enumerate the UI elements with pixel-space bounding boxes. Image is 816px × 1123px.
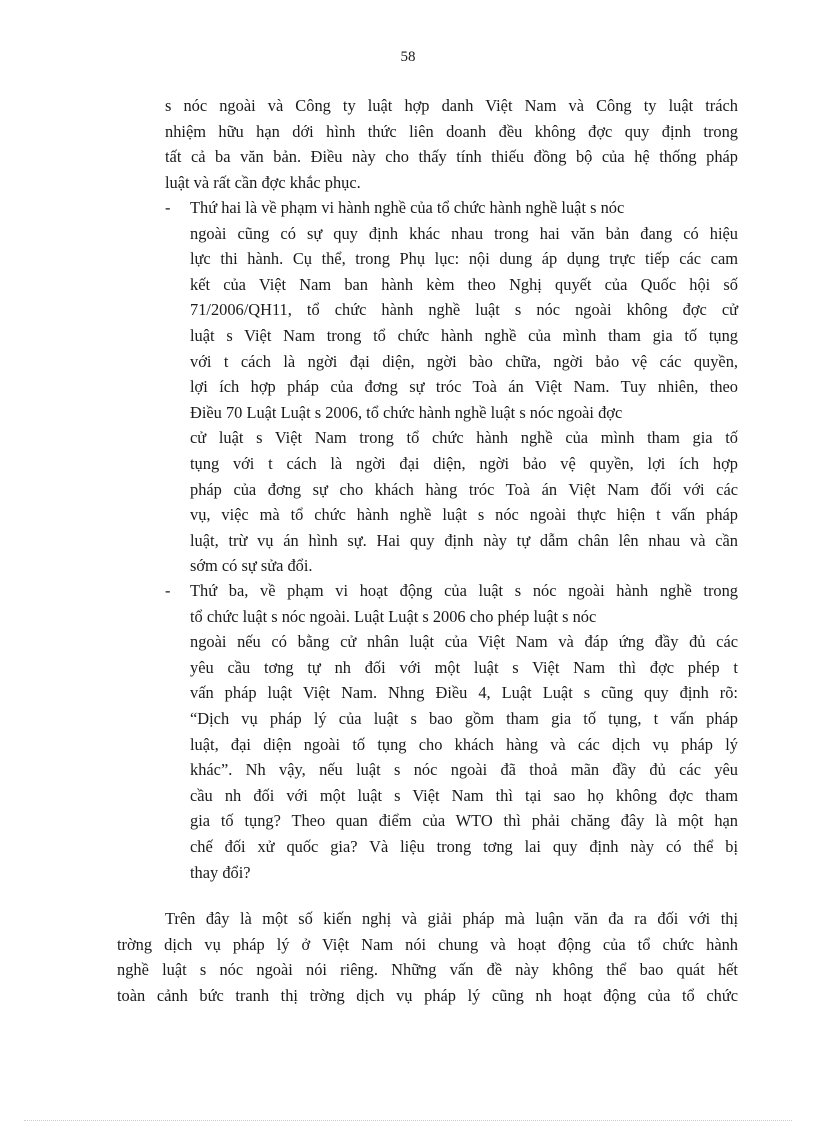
text-line: nghề luật s nóc ngoài nói riêng. Những vấn đề này không thể bao quát hết: [117, 960, 738, 980]
text-line: tụng với t cách là ngời đại diện, ngời bảo vệ quyền, lợi ích hợp: [190, 453, 738, 473]
text-line: vụ, việc mà tổ chức hành nghề luật s nóc ngoài thực hiện t vấn pháp: [190, 505, 738, 525]
text-line: yêu cầu tơng tự nh đối với một luật s Việt Nam thì đợc phép t: [190, 657, 738, 677]
text-line: luật, trừ vụ án hình sự. Hai quy định này tự dẫm chân lên nhau và cần: [190, 530, 738, 550]
page-number: 58: [400, 49, 416, 65]
text-line: khác”. Nh vậy, nếu luật s nóc ngoài đã thoả mãn đầy đủ các yêu: [190, 760, 738, 780]
text-line: lợi ích hợp pháp của đơng sự tróc Toà án Việt Nam. Tuy nhiên, theo: [190, 377, 738, 397]
text-line: Trên đây là một số kiến nghị và giải pháp mà luận văn đa ra đối với thị: [165, 909, 738, 928]
dash-bullet: -: [165, 198, 171, 217]
intro-paragraph: [165, 93, 738, 195]
text-line: Điều 70 Luật Luật s 2006, tổ chức hành nghề luật s nóc ngoài đợc: [190, 402, 623, 422]
text-line: luật và rất cần đợc khắc phục.: [165, 172, 361, 192]
dash-bullet: -: [165, 581, 171, 600]
text-line: vấn pháp luật Việt Nam. Nhng Điều 4, Luật Luật s cũng quy định rõ:: [190, 683, 738, 703]
text-line: sớm có sự sửa đổi.: [190, 556, 313, 576]
text-line: trờng dịch vụ pháp lý ở Việt Nam nói chung và hoạt động của tổ chức hành: [117, 934, 738, 954]
text-line: gia tố tụng? Theo quan điểm của WTO thì phải chăng đây là một hạn: [190, 811, 738, 831]
text-line: cử luật s Việt Nam trong tổ chức hành nghề của mình tham gia tố: [190, 428, 738, 448]
text-line: thay đổi?: [190, 862, 251, 882]
text-line: tổ chức luật s nóc ngoài. Luật Luật s 2006 cho phép luật s nóc: [190, 606, 597, 626]
conclusion-paragraph: [117, 906, 738, 1008]
text-line: cầu nh đối với một luật s Việt Nam thì tại sao họ không đợc tham: [190, 785, 738, 805]
text-line: lực thi hành. Cụ thể, trong Phụ lục: nội dung áp dụng trực tiếp các cam: [190, 249, 738, 269]
text-line: Thứ ba, về phạm vi hoạt động của luật s nóc ngoài hành nghề trong: [190, 581, 738, 600]
text-line: luật s Việt Nam trong tổ chức hành nghề của mình tham gia tố tụng: [190, 325, 738, 345]
text-line: chế đối xử quốc gia? Và liệu trong tơng lai quy định này có thể bị: [190, 836, 738, 856]
bullet-body: [190, 195, 738, 579]
text-line: 71/2006/QH11, tổ chức hành nghề luật s nóc ngoài không đợc cử: [190, 300, 738, 320]
text-line: pháp của đơng sự cho khách hàng tróc Toà án Việt Nam đối với các: [190, 479, 738, 499]
text-line: s nóc ngoài và Công ty luật hợp danh Việt Nam và Công ty luật trách: [165, 96, 738, 115]
text-line: “Dịch vụ pháp lý của luật s bao gồm tham gia tố tụng, t vấn pháp: [190, 708, 738, 728]
bullet-body: [190, 578, 738, 885]
text-line: toàn cảnh bức tranh thị trờng dịch vụ pháp lý cũng nh hoạt động của tổ chức: [117, 985, 738, 1005]
text-line: luật, đại diện ngoài tố tụng cho khách hàng và các dịch vụ pháp lý: [190, 734, 738, 754]
text-line: nhiệm hữu hạn dới hình thức liên doanh đều không đợc quy định trong: [165, 121, 738, 141]
text-line: tất cả ba văn bản. Điều này cho thấy tính thiếu đồng bộ của hệ thống pháp: [165, 147, 738, 167]
text-line: với t cách là ngời đại diện, ngời bào chữa, ngời bảo vệ các quyền,: [190, 351, 738, 371]
footer-rule: [24, 1120, 792, 1121]
text-line: kết của Việt Nam ban hành kèm theo Nghị quyết của Quốc hội số: [190, 274, 738, 294]
text-line: Thứ hai là về phạm vi hành nghề của tổ chức hành nghề luật s nóc: [190, 198, 625, 217]
text-line: ngoài nếu có bằng cử nhân luật của Việt Nam và đáp ứng đầy đủ các: [190, 632, 738, 652]
text-line: ngoài cũng có sự quy định khác nhau trong hai văn bản đang có hiệu: [190, 223, 738, 243]
